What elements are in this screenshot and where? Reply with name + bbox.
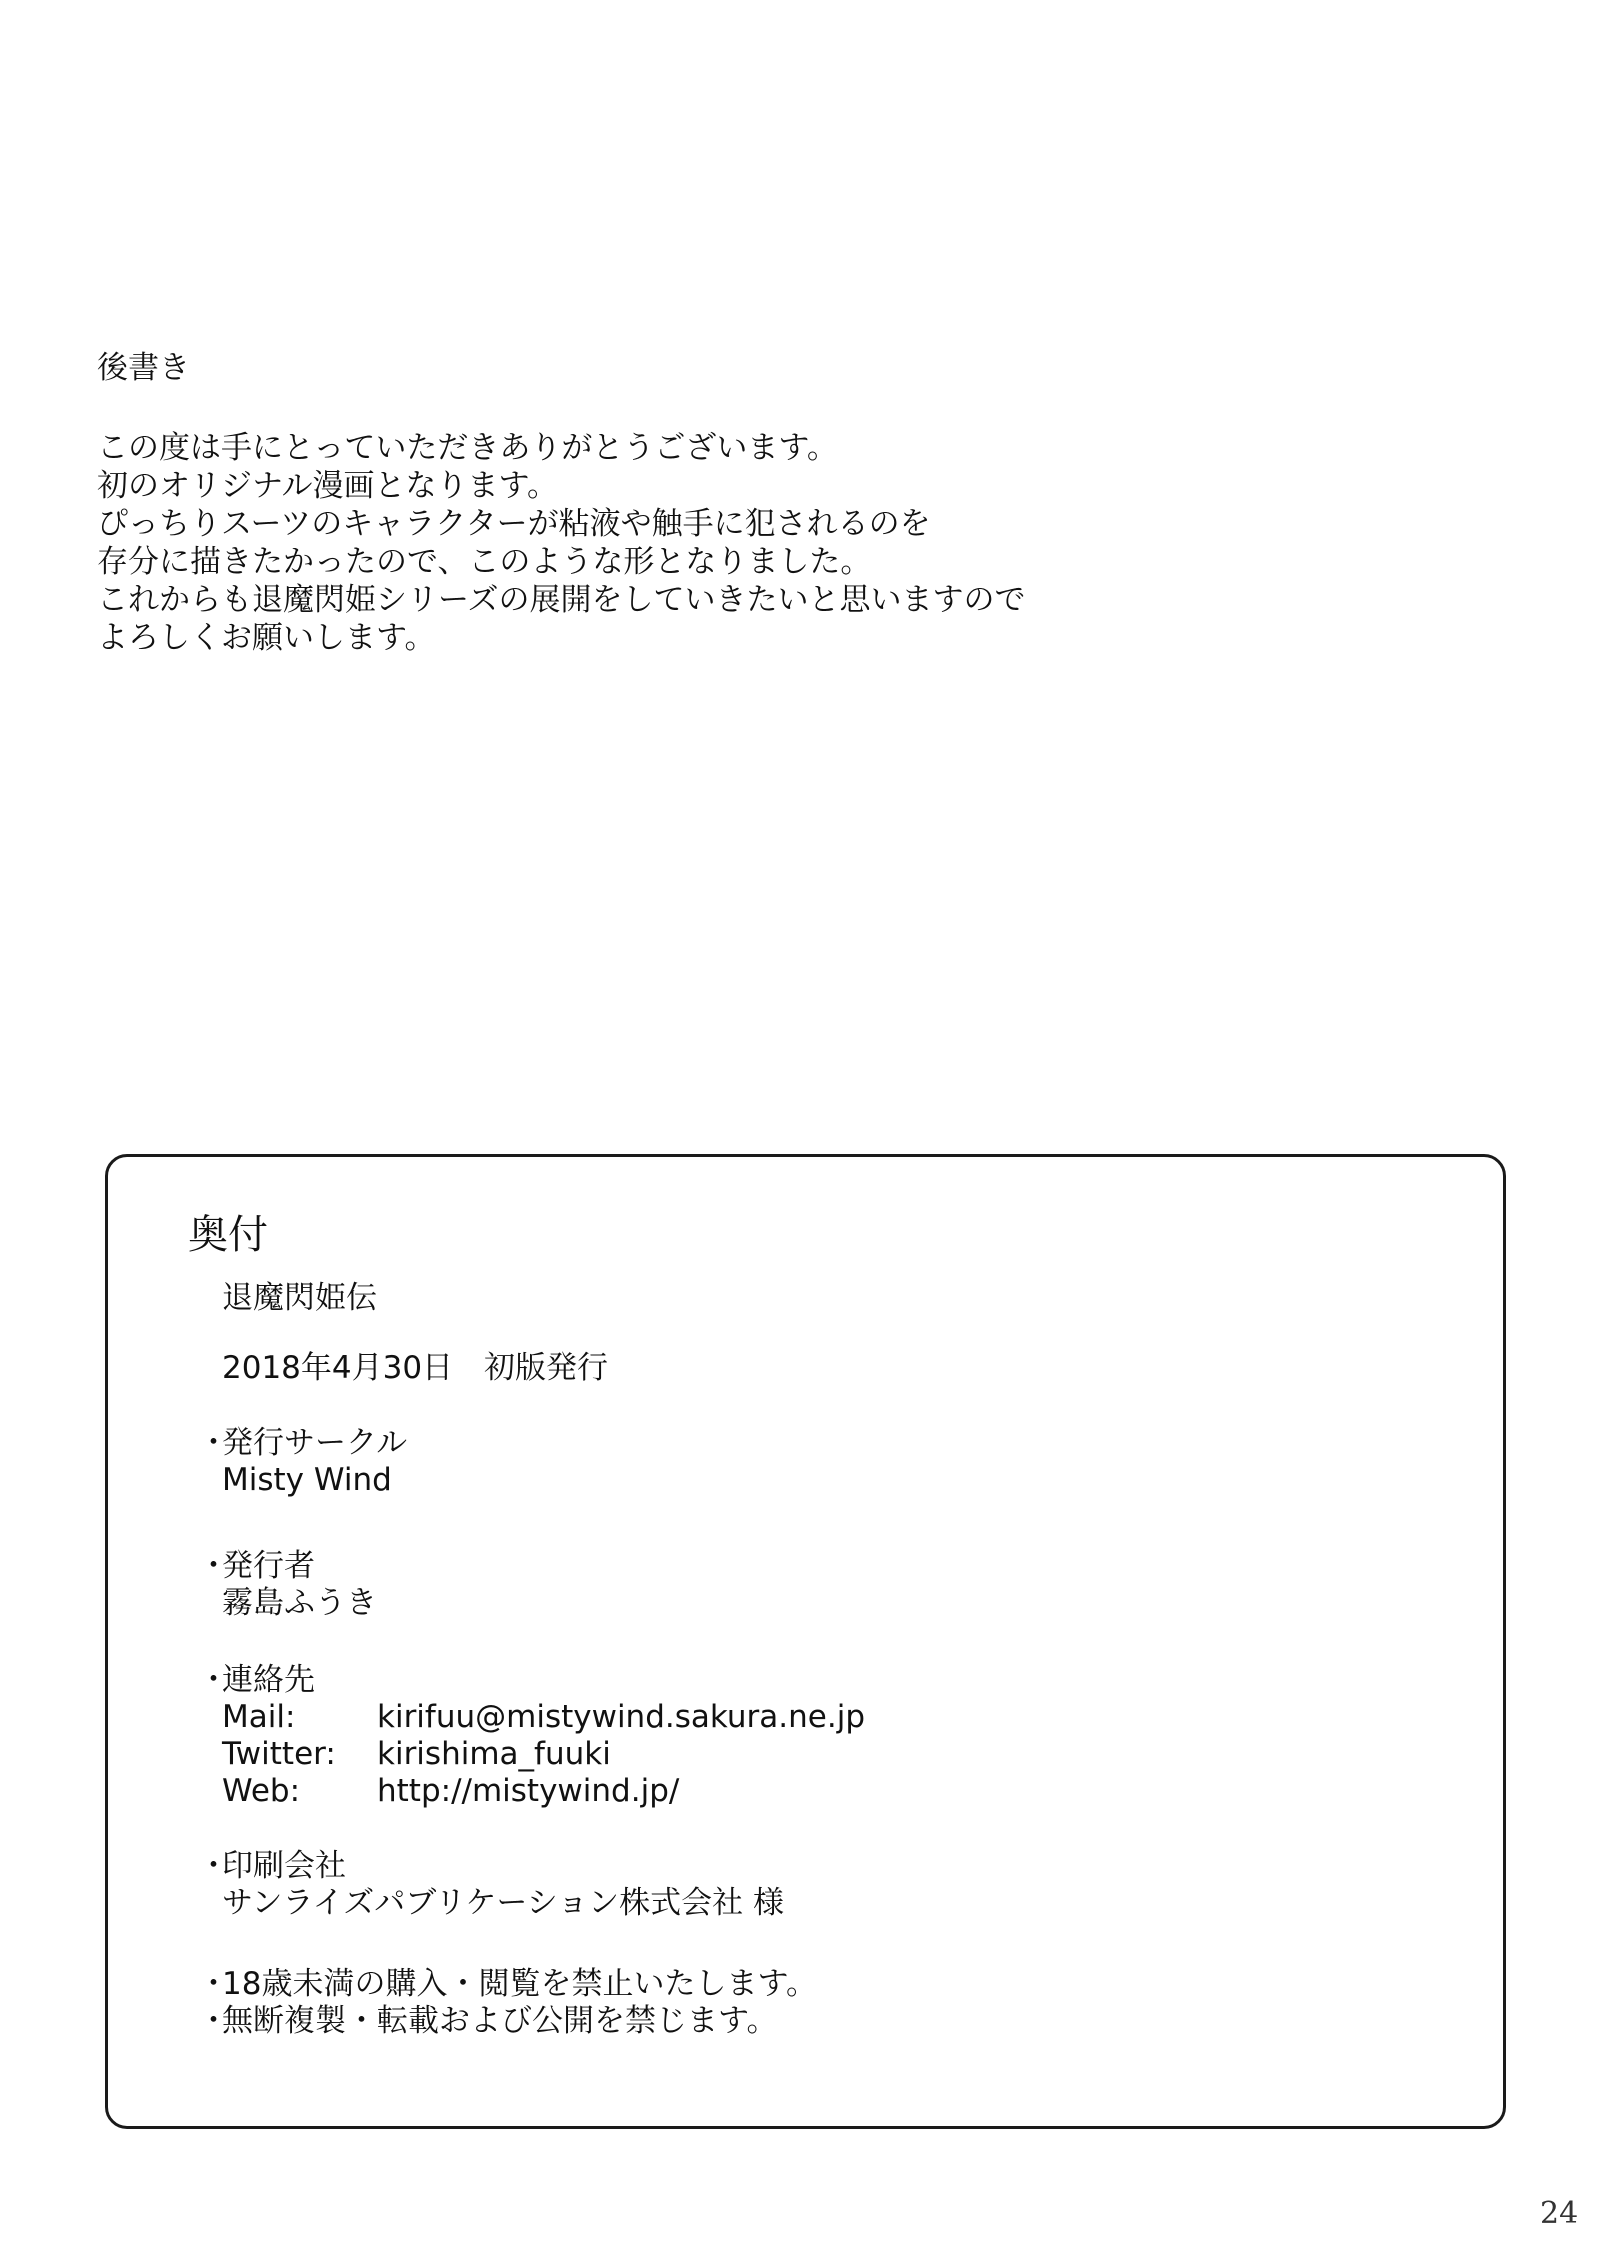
afterword bbox=[97, 345, 1297, 657]
publisher-name: 霧島ふうき bbox=[222, 1585, 377, 1621]
publisher-section bbox=[198, 1548, 377, 1622]
circle-label: ・ 発行サークル bbox=[198, 1425, 408, 1461]
afterword-line: 初のオリジナル漫画となります。 bbox=[97, 468, 558, 504]
afterword-line: 存分に描きたかったので、このような形となりました。 bbox=[97, 544, 872, 580]
afterword-line: この度は手にとっていただきありがとうございます。 bbox=[97, 430, 838, 466]
notice-item: ・ 無断複製・転載および公開を禁じます。 bbox=[198, 2003, 778, 2039]
twitter-handle: kirishima_fuuki bbox=[377, 1736, 611, 1772]
contact-section bbox=[198, 1662, 865, 1810]
contact-twitter: Twitter: kirishima_fuuki bbox=[222, 1736, 611, 1772]
book-title: 退魔閃姫伝 bbox=[222, 1280, 377, 1316]
circle-name: Misty Wind bbox=[222, 1462, 392, 1498]
publisher-label: ・ 発行者 bbox=[198, 1548, 315, 1584]
mail-address: kirifuu@mistywind.sakura.ne.jp bbox=[377, 1699, 865, 1735]
circle-section bbox=[198, 1425, 408, 1499]
afterword-line: これからも退魔閃姫シリーズの展開をしていきたいと思いますので bbox=[97, 582, 1026, 618]
printer-label: ・ 印刷会社 bbox=[198, 1848, 346, 1884]
afterword-line: ぴっちりスーツのキャラクターが粘液や触手に犯されるのを bbox=[97, 506, 931, 542]
contact-label: ・ 連絡先 bbox=[198, 1662, 315, 1698]
afterword-title: 後書き bbox=[97, 350, 190, 386]
notice-item: ・ 18歳未満の購入・閲覧を禁止いたします。 bbox=[198, 1966, 817, 2002]
web-url: http://mistywind.jp/ bbox=[377, 1773, 680, 1809]
printer-name: サンライズパブリケーション株式会社 様 bbox=[222, 1885, 784, 1921]
notices-section bbox=[198, 1966, 817, 2040]
publication-date: 2018年4月30日 初版発行 bbox=[222, 1350, 609, 1386]
contact-web: Web: http://mistywind.jp/ bbox=[222, 1773, 680, 1809]
page-number: 24 bbox=[1540, 2196, 1579, 2231]
contact-mail: Mail: kirifuu@mistywind.sakura.ne.jp bbox=[222, 1699, 865, 1735]
printer-section bbox=[198, 1848, 784, 1922]
colophon-heading: 奥付 bbox=[188, 1212, 268, 1258]
afterword-line: よろしくお願いします。 bbox=[97, 620, 436, 656]
